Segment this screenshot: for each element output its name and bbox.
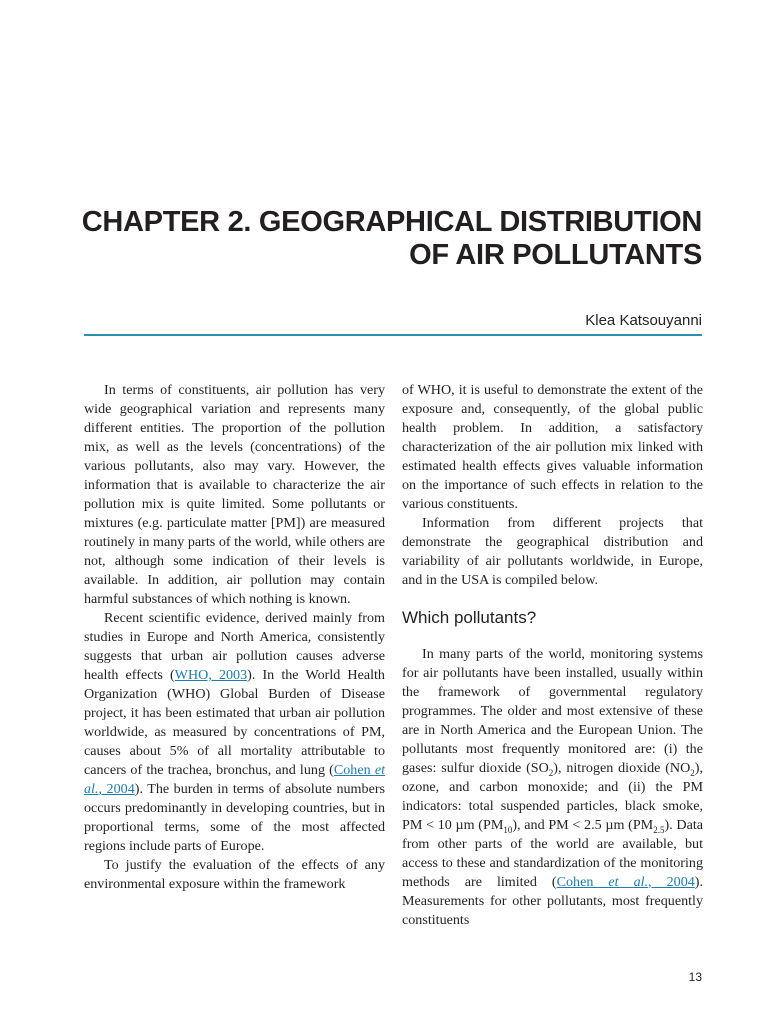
section-heading: Which pollutants? xyxy=(402,608,537,627)
citation-link-cohen-2004[interactable]: Cohen et al., 2004 xyxy=(84,762,385,797)
author-name: Klea Katsouyanni xyxy=(585,312,702,329)
citation-link-cohen-2004[interactable]: Cohen et al., 2004 xyxy=(556,874,695,890)
citation-link-who-2003[interactable]: WHO, 2003 xyxy=(174,667,248,683)
page-number: 13 xyxy=(688,970,702,984)
right-column xyxy=(402,381,703,930)
paragraph: Recent scientific evidence, derived mainly from studies in Europe and North America, consistently suggests that urban air pollution causes adverse health effects (WHO, 2003). In the World Health Organization (WHO) Global Burden of Disease project, it has been estimated that urban air pollution worldwide, as measured by concentrations of PM, causes about 5% of all mortality attributable to cancers of the trachea, bronchus, and lung (Cohen et al., 2004). The burden in terms of absolute numbers occurs predominantly in developing countries, but in proportional terms, some of the most affected regions include parts of Europe. xyxy=(84,610,385,854)
left-column xyxy=(84,381,385,894)
header-divider xyxy=(84,334,702,336)
paragraph: In many parts of the world, monitoring systems for air pollutants have been installed, usually within the framework of governmental regulatory programmes. The older and most extensive of these are in North America and the European Union. The pollutants most frequently monitored are: (i) the gases: sulfur dioxide $(SO_2)$, nitrogen dioxide $(NO_2)$, ozone, and carbon monoxide; and (ii) the PM indicators: total suspended particles, black smoke, PM < 10 µm $(PM_{10})$, and PM < 2.5 µm $(PM_{2.5})$. Data from other parts of the world are available, but access to these and standardization of the monitoring methods are limited (Cohen et al., 2004). Measurements for other pollutants, most frequently constituents xyxy=(402,646,704,928)
paragraph: In terms of constituents, air pollution has very wide geographical variation and represents many different entities. The proportion of the pollution mix, as well as the levels (concentrations) of the various pollutants, also may vary. However, the information that is available to characterize the air pollution mix is quite limited. Some pollutants or mixtures (e.g. particulate matter [PM]) are measured routinely in many parts of the world, while others are not, although some indication of their levels is available. In addition, air pollution may contain harmful substances of which nothing is known. xyxy=(84,382,385,607)
paragraph: To justify the evaluation of the effects of any environmental exposure within the framework xyxy=(84,857,385,892)
chapter-title-line-2: OF AIR POLLUTANTS xyxy=(409,239,702,271)
chapter-title-line-1: CHAPTER 2. GEOGRAPHICAL DISTRIBUTION xyxy=(81,206,702,238)
paragraph: Information from different projects that demonstrate the geographical distribution and variability of air pollutants worldwide, in Europe, and in the USA is compiled below. xyxy=(402,515,703,588)
paragraph: of WHO, it is useful to demonstrate the extent of the exposure and, consequently, of the global public health problem. In addition, a satisfactory characterization of the air pollution mix linked with estimated health effects gives valuable information on the importance of such effects in relation to the various constituents. xyxy=(402,382,703,512)
chapter-title xyxy=(60,206,702,272)
